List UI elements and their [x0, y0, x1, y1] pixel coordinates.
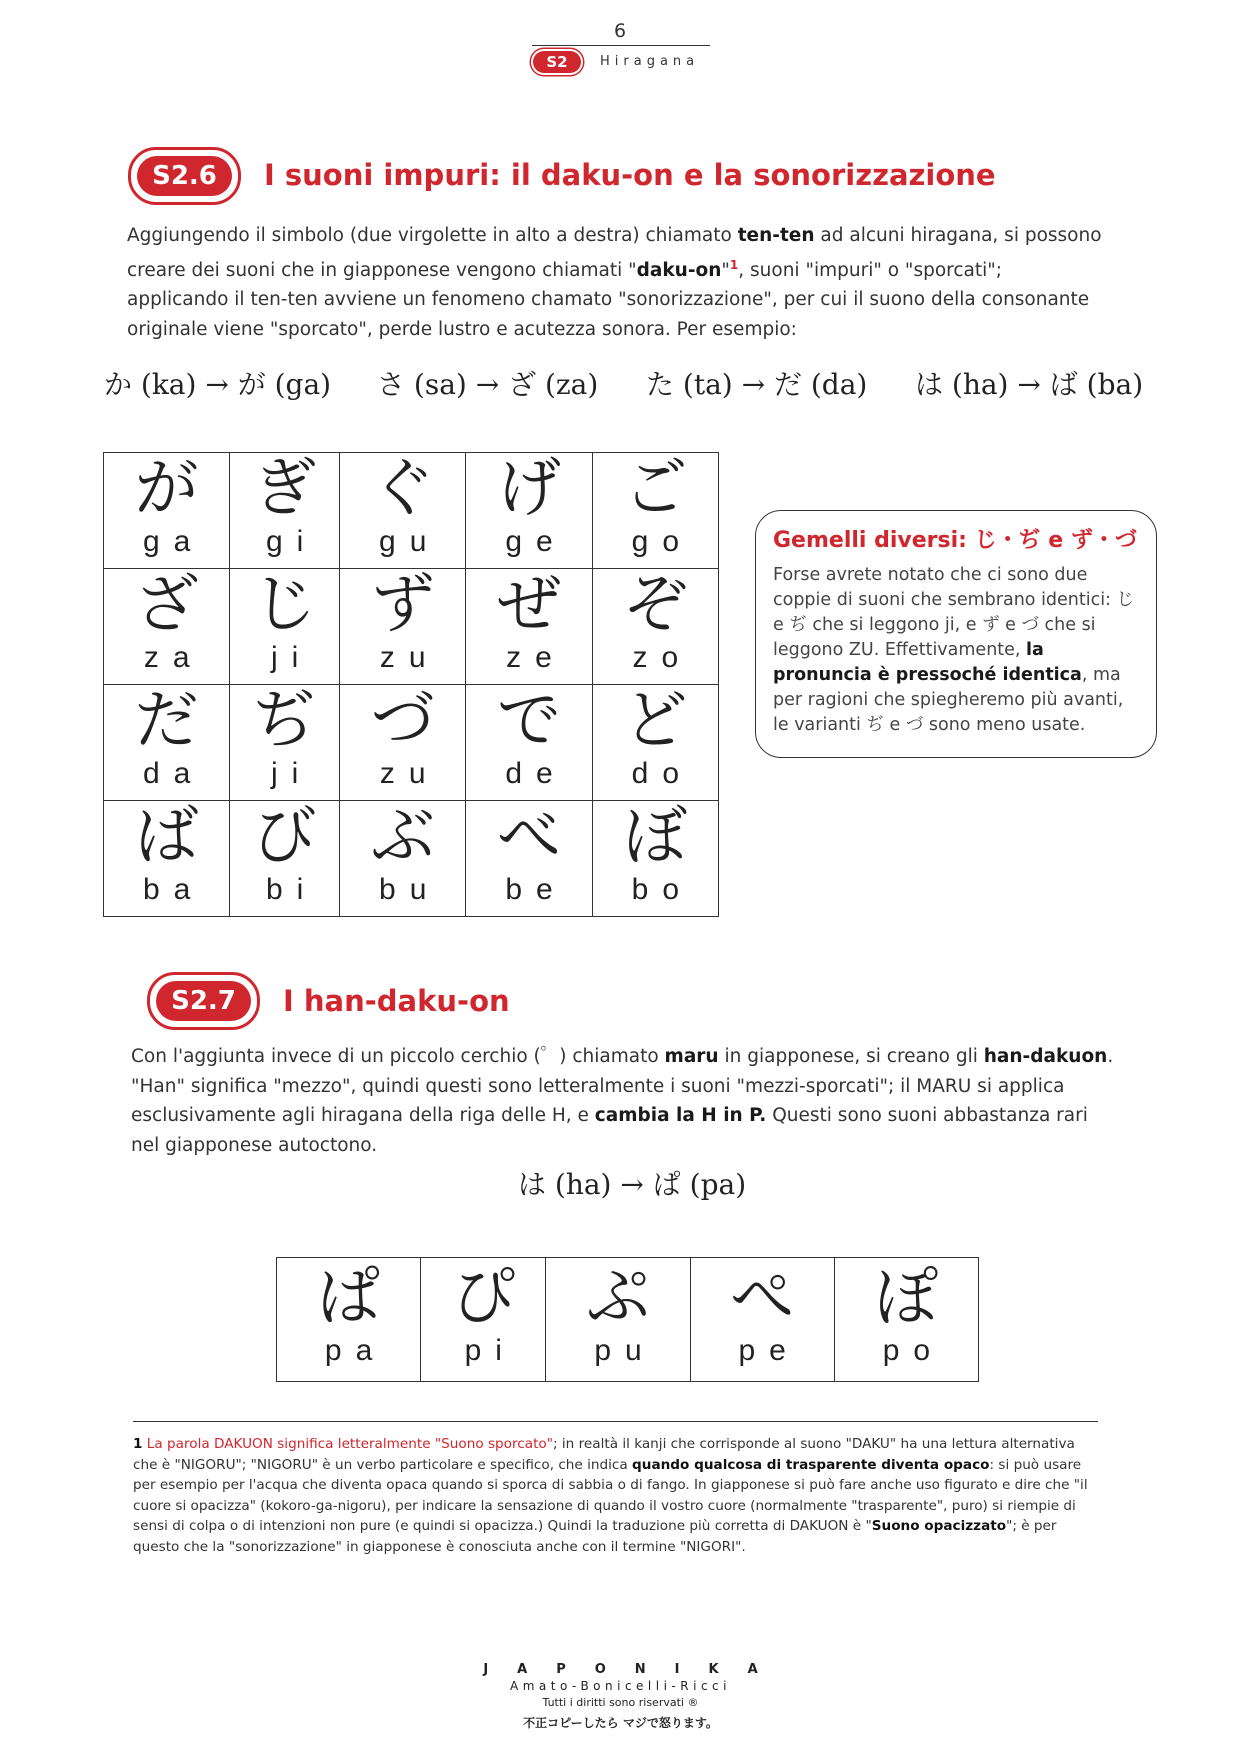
kana-cell: ざ za	[104, 569, 230, 685]
example-ta-da: た (ta) → だ (da)	[646, 368, 868, 401]
footnote-rule	[133, 1421, 1098, 1422]
kana-cell: ぼ bo	[592, 801, 718, 917]
kana-cell: ぶ bu	[340, 801, 466, 917]
kana-cell: ど do	[592, 685, 718, 801]
daku-on-grid	[103, 452, 719, 917]
grid-row-z	[104, 569, 719, 685]
section-badge-s2-7	[147, 972, 260, 1030]
kana-cell: げ ge	[466, 453, 592, 569]
header-rule	[532, 45, 710, 46]
section-s2-6-paragraph: Aggiungendo il simbolo (due virgolette in alto a destra) chiamato ten-ten ad alcuni hiragana, si possono creare dei suoni che in giapponese vengono chiamati "daku-on"$^1$, suoni "impuri" o "sporcati"; applicando il ten-ten avviene un fenomeno chamato "sonorizzazione", per cui il suono della consonante originale viene "sporcato", perde lustro e acutezza sonora. Per esempio:	[127, 225, 1102, 340]
example-ha-ba: は (ha) → ば (ba)	[915, 368, 1144, 401]
example-ha-pa: は (ha) → ぱ (pa)	[518, 1168, 747, 1201]
kana-cell: ぷ pu	[546, 1258, 690, 1382]
arrow-icon: →	[741, 368, 766, 401]
grid-row-d	[104, 685, 719, 801]
arrow-icon: →	[1017, 368, 1041, 401]
section-badge-label: S2.6	[137, 156, 232, 196]
kana-cell: ば ba	[104, 801, 230, 917]
kana-cell: ぱ pa	[277, 1258, 421, 1382]
section-badge-s2-6	[128, 147, 241, 205]
kana-cell: ぜ ze	[466, 569, 592, 685]
section-s2-7-paragraph: Con l'aggiunta invece di un piccolo cerchio (゜) chiamato maru in giapponese, si creano gli han-dakuon. "Han" significa "mezzo", quindi questi sono letteralmente i suoni "mezzi-sporcati"; il MARU si applica esclusivamente agli hiragana della riga delle H, e cambia la H in P. Questi sono suoni abbastanza rari nel giapponese autoctono.	[131, 1046, 1114, 1156]
example-ka-ga: か (ka) → が (ga)	[104, 368, 332, 401]
section-title-s2-7: I han-daku-on	[283, 984, 510, 1018]
footer-authors: Amato-Bonicelli-Ricci	[510, 1679, 731, 1693]
arrow-icon: →	[205, 368, 229, 401]
footnote: 1 La parola DAKUON significa letteralmente "Suono sporcato"; in realtà il kanji che corrisponde al suono "DAKU" ha una lettura alternativa che è "NIGORU"; "NIGORU" è un verbo particolare e specifico, che indica quando qualcosa di trasparente diventa opaco: si può usare per esempio per l'acqua che diventa opaca quando si sporca di sabbia o di fango. In giapponese si può fare anche uso figurato e dire che "il cuore si opacizza" (kokoro-ga-nigoru), per indicare la sensazione di quando il vostro cuore (normalmente "trasparente", puro) si riempie di sensi di colpa o di intenzioni non pure (e quindi si opacizza.) Quindi la traduzione più corretta di DAKUON è "Suono opacizzato"; è per questo che la "sonorizzazione" in giapponese è conosciuta anche con il termine "NIGORI".	[133, 1436, 1088, 1555]
footer-rights: Tutti i diritti sono riservati ®	[542, 1696, 699, 1709]
section-badge-label: S2.7	[156, 981, 251, 1021]
arrow-icon: →	[475, 368, 500, 401]
grid-row-b	[104, 801, 719, 917]
kana-cell: づ zu	[340, 685, 466, 801]
kana-cell: ぺ pe	[690, 1258, 834, 1382]
kana-cell: ぽ po	[834, 1258, 978, 1382]
kana-cell: ぞ zo	[592, 569, 718, 685]
kana-cell: ぢ ji	[230, 685, 340, 801]
callout-title: Gemelli diversi: じ・ぢ e ず・づ	[773, 528, 1137, 553]
kana-cell: ぐ gu	[340, 453, 466, 569]
page-number: 6	[613, 20, 627, 42]
kana-cell: ぎ gi	[230, 453, 340, 569]
kana-cell: だ da	[104, 685, 230, 801]
footnote-number: 1	[133, 1436, 143, 1452]
han-daku-on-grid	[276, 1257, 979, 1382]
footnote-ref: 1	[729, 257, 739, 272]
grid-row-g	[104, 453, 719, 569]
callout-body: Forse avrete notato che ci sono due coppie di suoni che sembrano identici: じ e ぢ che si leggono ji, e ず e づ che si leggono ZU. Effettivamente, la pronuncia è pressoché identica, ma per ragioni che spiegheremo più avanti, le varianti ぢ e づ sono meno usate.	[773, 565, 1135, 735]
kana-cell: ぴ pi	[421, 1258, 546, 1382]
kana-cell: び bi	[230, 801, 340, 917]
chapter-title: Hiragana	[600, 54, 700, 69]
kana-cell: ず zu	[340, 569, 466, 685]
kana-cell: べ be	[466, 801, 592, 917]
section-title-s2-6: I suoni impuri: il daku-on e la sonorizzazione	[264, 158, 996, 192]
grid-row-p	[277, 1258, 979, 1382]
example-sa-za: さ (sa) → ざ (za)	[377, 368, 599, 401]
chapter-badge: S2	[533, 51, 581, 73]
footer-brand: JAPONIKA	[483, 1662, 787, 1677]
kana-cell: が ga	[104, 453, 230, 569]
kana-cell: ご go	[592, 453, 718, 569]
footer-copy-warning: 不正コピーしたら マジで怒ります。	[523, 1716, 718, 1730]
arrow-icon: →	[620, 1168, 644, 1201]
kana-cell: じ ji	[230, 569, 340, 685]
kana-cell: で de	[466, 685, 592, 801]
